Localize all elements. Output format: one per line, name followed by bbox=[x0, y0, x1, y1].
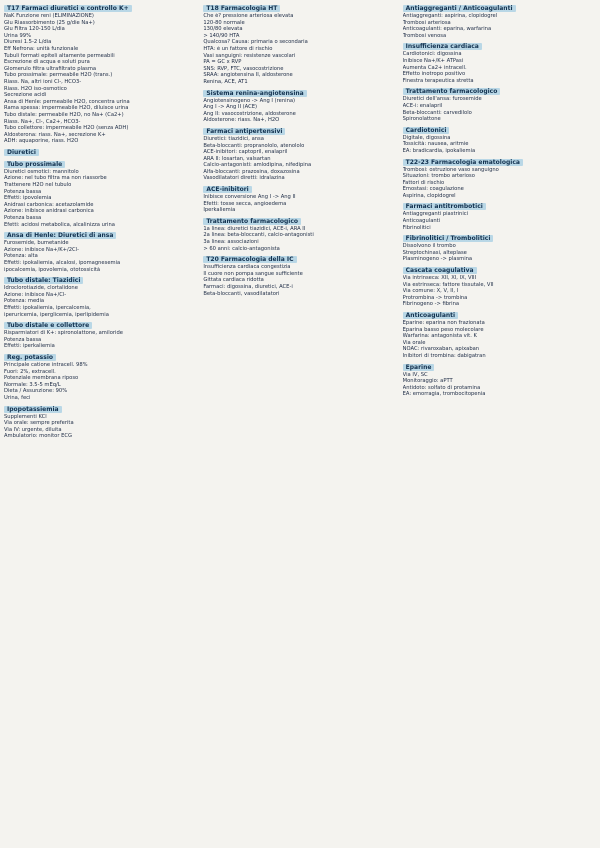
note-line: Protrombina -> trombina bbox=[402, 294, 468, 301]
note-line: ipocalcemia, ipovolemia, ototossicità bbox=[4, 266, 101, 273]
note-section bbox=[203, 4, 396, 86]
note-section bbox=[403, 42, 596, 84]
note-line: Tubo collettore: impermeabile H2O (senza ADH) bbox=[4, 125, 129, 132]
note-line: Supplementi KCl bbox=[4, 413, 47, 420]
section-heading: Anticoagulanti bbox=[403, 312, 458, 319]
note-line: Plasminogeno -> plasmina bbox=[402, 256, 473, 263]
note-line: Aldosterona: riass. Na+, secrezione K+ bbox=[4, 131, 106, 138]
note-line: PA = GC x RVP bbox=[203, 59, 242, 66]
note-line: Risparmiatori di K+: spironolattone, amiloride bbox=[4, 330, 123, 337]
note-line: Via IV: urgente, diluita bbox=[4, 426, 62, 433]
note-line: Il cuore non pompa sangue sufficiente bbox=[203, 270, 303, 277]
note-line: Trombosi: ostruzione vaso sanguigno bbox=[402, 166, 499, 173]
note-line: Effetti: ipokaliemia, ipercalcemia, bbox=[4, 304, 91, 311]
note-line: Tubuli formati epiteli altamente permeabili bbox=[4, 52, 115, 59]
note-line: Antiaggreganti piastrinici bbox=[402, 211, 469, 218]
note-section bbox=[403, 234, 596, 263]
section-heading: Tubo distale: Tiazidici bbox=[4, 277, 83, 284]
note-line: Iperkaliemia bbox=[203, 207, 236, 214]
note-line: Potenza: media bbox=[4, 298, 45, 305]
note-line: Eff Nefrona: unità funzionale bbox=[4, 45, 79, 52]
note-line: Potenza bassa bbox=[4, 336, 42, 343]
note-line: Fibrinolitici bbox=[402, 224, 431, 231]
note-line: Via IV, SC bbox=[402, 371, 428, 378]
note-line: Farmaci: digossina, diuretici, ACE-i bbox=[203, 284, 293, 290]
note-line: Anticoagulanti bbox=[402, 218, 441, 225]
note-line: Fuori: 2%, extracell. bbox=[4, 368, 56, 375]
section-heading: Farmaci antipertensivi bbox=[203, 128, 285, 135]
note-line: Diuretici: tiazidici, ansa bbox=[203, 135, 264, 142]
note-line: Potenziale membrana riposo bbox=[4, 375, 79, 382]
note-line: Urina 99% bbox=[4, 32, 32, 39]
note-section bbox=[4, 231, 197, 273]
note-line: Trombosi venosa bbox=[402, 32, 447, 39]
note-line: NaK Funzione reni (ELIMINAZIONE) bbox=[4, 13, 94, 19]
note-line: Riass. Na, altri ioni Cl-, HCO3- bbox=[4, 78, 82, 85]
note-line: Antiaggreganti: aspirina, clopidogrel bbox=[402, 13, 498, 19]
note-line: > 140/90 HTA bbox=[203, 32, 240, 39]
note-line: Insufficienza cardiaca congestizia bbox=[203, 264, 291, 271]
note-section bbox=[4, 276, 197, 318]
note-line: Glu Filtra 120-150 L/dia bbox=[4, 26, 65, 33]
note-line: Effetti: iperkaliemia bbox=[4, 343, 55, 350]
note-section bbox=[403, 311, 596, 360]
section-heading: Antiaggreganti / Anticoagulanti bbox=[403, 5, 516, 12]
note-line: ACE-inibitori: captopril, enalapril bbox=[203, 149, 288, 156]
section-heading: Ipopotassiemia bbox=[4, 406, 62, 413]
note-line: Furosemide, bumetanide bbox=[4, 240, 69, 247]
note-line: Vasodilatatori diretti: idralazina bbox=[203, 175, 285, 182]
note-line: Via estrinseca: fattore tissutale, VII bbox=[402, 281, 494, 288]
note-line: Beta-bloccanti, vasodilatatori bbox=[203, 290, 280, 297]
note-line: Trombosi arteriosa bbox=[402, 19, 451, 26]
note-line: Effetto inotropo positivo bbox=[402, 71, 466, 78]
note-line: Dieta / Assunzione: 90% bbox=[4, 388, 68, 395]
note-line: Azione: inibisce Na+/K+/2Cl- bbox=[4, 246, 79, 253]
note-line: Glomerulo filtra ultrafiltrato plasma bbox=[4, 65, 97, 72]
note-line: Via orale: sempre preferita bbox=[4, 420, 74, 427]
notes-column-3 bbox=[403, 4, 596, 846]
note-line: Monitoraggio: aPTT bbox=[402, 378, 453, 385]
note-line: Azione: inibisce anidrasi carbonica bbox=[4, 208, 94, 215]
note-line: Fibrinogeno -> fibrina bbox=[402, 301, 460, 308]
note-line: Beta-bloccanti: carvedilolo bbox=[402, 109, 472, 116]
note-section bbox=[403, 266, 596, 308]
note-line: Anticoagulanti: eparina, warfarina bbox=[402, 26, 492, 33]
note-line: Ambulatorio: monitor ECG bbox=[4, 433, 73, 440]
note-line: Angiotensinogeno -> Ang I (renina) bbox=[203, 97, 296, 104]
note-line: iperuricemia, iperglicemia, iperlipidemia bbox=[4, 311, 109, 318]
note-section bbox=[203, 127, 396, 182]
section-heading: T22-23 Farmacologia ematologica bbox=[403, 159, 523, 166]
section-heading: Tubo distale e collettore bbox=[4, 322, 92, 329]
note-line: 2a linea: beta-bloccanti, calcio-antagonisti bbox=[203, 232, 314, 239]
note-line: Vasi sanguigni: resistenze vascolari bbox=[203, 52, 296, 59]
note-line: Che è? pressione arteriosa elevata bbox=[203, 13, 294, 19]
note-line: Ang II: vasocostrizione, aldosterone bbox=[203, 110, 296, 117]
note-line: Eparina basso peso molecolare bbox=[402, 326, 484, 333]
note-section bbox=[203, 255, 396, 297]
note-line: 3a linea: associazioni bbox=[203, 239, 259, 246]
note-line: Anidrasi carbonica: acetazolamide bbox=[4, 201, 94, 208]
note-line: EA: bradicardia, ipokaliemia bbox=[402, 147, 476, 154]
note-line: Tossicità: nausea, aritmie bbox=[402, 141, 469, 148]
section-heading: T20 Farmacologia della IC bbox=[203, 256, 296, 263]
note-line: Beta-bloccanti: propranololo, atenololo bbox=[203, 142, 305, 149]
note-line: Azione: inibisce Na+/Cl- bbox=[4, 291, 67, 298]
note-line: Aldosterone: riass. Na+, H2O bbox=[203, 117, 280, 124]
note-line: > 60 anni: calcio-antagonista bbox=[203, 245, 280, 252]
section-heading: Fibrinolitici / Trombolitici bbox=[403, 235, 494, 242]
note-line: Situazioni: trombo arterioso bbox=[402, 173, 475, 180]
note-line: 1a linea: diuretici tiazidici, ACE-i, ARA II bbox=[203, 225, 306, 232]
note-section bbox=[4, 148, 197, 157]
note-line: Emostasi: coagulazione bbox=[402, 186, 464, 193]
note-line: Escrezione di acqua e soluti pura bbox=[4, 59, 90, 66]
section-heading: Diuretici bbox=[4, 149, 39, 156]
note-line: Inibisce Na+/K+ ATPasi bbox=[402, 57, 464, 64]
note-section bbox=[4, 160, 197, 228]
note-section bbox=[403, 158, 596, 200]
section-heading: Insufficienza cardiaca bbox=[403, 43, 482, 50]
section-heading: Tubo prossimale bbox=[4, 161, 65, 168]
section-heading: Ansa di Henle: Diuretici di ansa bbox=[4, 232, 116, 239]
note-section bbox=[403, 202, 596, 231]
note-line: Via intrinseca: XII, XI, IX, VIII bbox=[402, 275, 477, 282]
note-line: Ang I -> Ang II (ACE) bbox=[203, 104, 258, 111]
note-section bbox=[4, 405, 197, 440]
note-section bbox=[403, 363, 596, 398]
note-line: Warfarina: antagonista vit. K bbox=[402, 333, 477, 340]
note-line: Riass. H2O iso-osmotico bbox=[4, 85, 67, 92]
note-section bbox=[403, 4, 596, 39]
note-line: Ansa di Henle: permeabile H2O, concentra urina bbox=[4, 98, 130, 105]
note-line: Effetti: ipovolemia bbox=[4, 195, 52, 202]
note-line: Potenza: alta bbox=[4, 253, 38, 260]
note-line: Dissolvono il trombo bbox=[402, 243, 456, 250]
notes-column-2 bbox=[203, 4, 396, 846]
note-line: Gittata cardiaca ridotta bbox=[203, 277, 264, 284]
note-line: Finestra terapeutica stretta bbox=[402, 77, 474, 84]
section-heading: Trattamento farmacologico bbox=[403, 88, 501, 95]
note-line: Calcio-antagonisti: amlodipina, nifedipina bbox=[203, 162, 312, 169]
section-heading: Cascata coagulativa bbox=[403, 267, 477, 274]
note-line: Normale: 3.5-5 mEq/L bbox=[4, 381, 61, 388]
note-line: Inibitori di trombina: dabigatran bbox=[402, 352, 486, 359]
note-line: Potenza bassa bbox=[4, 215, 42, 222]
note-section bbox=[203, 185, 396, 214]
note-line: Trattenere H2O nel tubulo bbox=[4, 182, 72, 189]
note-line: Aspirina, clopidogrel bbox=[402, 192, 456, 199]
note-line: Diuretici osmotici: mannitolo bbox=[4, 168, 79, 175]
note-line: Renina, ACE, AT1 bbox=[203, 78, 248, 85]
note-line: Azione: nel tubo filtra ma non riassorbe bbox=[4, 175, 107, 182]
note-line: Eparine: eparina non frazionata bbox=[402, 320, 485, 326]
note-line: EA: emorragia, trombocitopenia bbox=[402, 391, 486, 398]
note-section bbox=[4, 353, 197, 402]
note-line: Digitale, digossina bbox=[402, 134, 451, 141]
note-section bbox=[4, 4, 197, 145]
note-line: Diuresi 1.5-2 L/dia bbox=[4, 39, 52, 46]
note-line: Potenza bassa bbox=[4, 188, 42, 195]
note-line: Streptochinasi, alteplase bbox=[402, 249, 467, 256]
section-heading: Reg. potassio bbox=[4, 354, 56, 361]
section-heading: Farmaci antitrombotici bbox=[403, 203, 486, 210]
note-line: Urina, feci bbox=[4, 394, 31, 401]
note-line: Cardiotonici: digossina bbox=[402, 51, 462, 58]
note-line: Inibisce conversione Ang I -> Ang II bbox=[203, 194, 296, 201]
note-line: Tubo prossimale: permeabile H2O (trans.) bbox=[4, 72, 113, 79]
note-line: SRAA: angiotensina II, aldosterone bbox=[203, 72, 293, 79]
note-line: Qualcosa? Causa: primaria o secondaria bbox=[203, 39, 308, 46]
note-line: Diuretici dell'ansa: furosemide bbox=[402, 96, 482, 103]
note-line: NOAC: rivaroxaban, apixaban bbox=[402, 346, 480, 353]
note-line: Riass. Na+, Cl-, Ca2+, HCO3- bbox=[4, 118, 81, 125]
note-line: Tubo distale: permeabile H2O, no Na+ (Ca2+) bbox=[4, 111, 124, 118]
note-section bbox=[203, 217, 396, 252]
note-line: Via comune: X, V, II, I bbox=[402, 288, 459, 295]
section-heading: Cardiotonici bbox=[403, 127, 450, 134]
note-section bbox=[403, 126, 596, 155]
note-line: Glu Riassorbimento (25 g/die Na+) bbox=[4, 19, 95, 26]
note-line: SNS: RVP, FTC, vasocostrizione bbox=[203, 65, 284, 72]
note-line: Efetti: acidosi metabolica, alcalinizza urina bbox=[4, 221, 115, 228]
section-heading: T17 Farmaci diuretici e controllo K+ bbox=[4, 5, 132, 12]
note-line: Principale catione intracell. 98% bbox=[4, 361, 88, 368]
note-line: Fattori di rischio bbox=[402, 179, 445, 186]
section-heading: Eparine bbox=[403, 364, 435, 371]
section-heading: Sistema renina-angiotensina bbox=[203, 90, 306, 97]
note-line: Rama spessa: impermeabile H2O, diluisce urina bbox=[4, 105, 129, 112]
note-line: 120-80 normale bbox=[203, 19, 245, 26]
note-line: Via orale bbox=[402, 339, 426, 346]
note-section bbox=[403, 87, 596, 122]
note-line: 130/80 elevata bbox=[203, 26, 243, 33]
section-heading: ACE-inibitori bbox=[203, 186, 251, 193]
section-heading: T18 Farmacologia HT bbox=[203, 5, 280, 12]
note-line: HTA: è un fattore di rischio bbox=[203, 45, 273, 52]
note-line: Antidoto: solfato di protamina bbox=[402, 384, 481, 391]
note-section bbox=[4, 321, 197, 350]
notes-column-1 bbox=[4, 4, 197, 846]
note-line: Efetti: tosse secca, angioedema bbox=[203, 200, 287, 207]
note-line: ARA II: losartan, valsartan bbox=[203, 155, 271, 162]
note-line: Effetti: ipokaliemia, alcalosi, ipomagnesemia bbox=[4, 260, 121, 266]
section-heading: Trattamento farmacologico bbox=[203, 218, 301, 225]
note-line: Alfa-bloccanti: prazosina, doxazosina bbox=[203, 168, 300, 175]
note-line: Idroclorotiazide, clortalidone bbox=[4, 285, 78, 292]
note-line: ADH: aquaporine, riass. H2O bbox=[4, 138, 79, 145]
note-line: Aumenta Ca2+ intracell. bbox=[402, 64, 467, 71]
note-line: Spironolattone bbox=[402, 116, 441, 123]
note-line: Secrezione acidi bbox=[4, 92, 47, 99]
note-section bbox=[203, 89, 396, 124]
note-line: ACE-i: enalapril bbox=[402, 102, 443, 109]
